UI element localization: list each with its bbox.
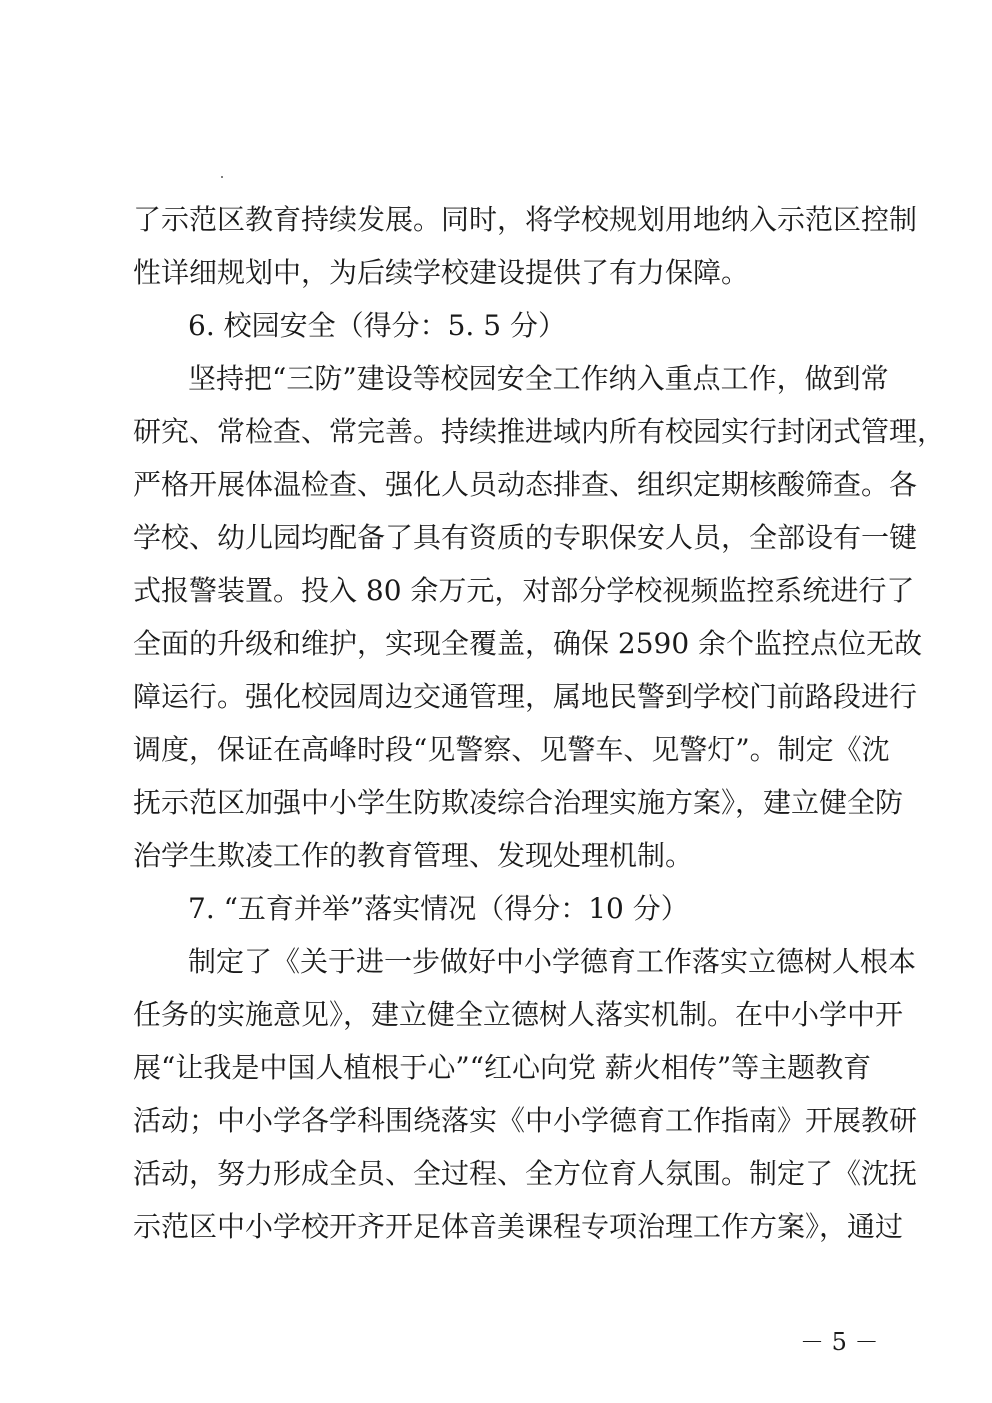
text-line: 任务的实施意见》，建立健全立德树人落实机制。在中小学中开	[133, 998, 904, 1031]
text-line: 活动，努力形成全员、全过程、全方位育人氛围。制定了《沈抚	[133, 1157, 918, 1190]
text-line: 活动；中小学各学科围绕落实《中小学德育工作指南》开展教研	[133, 1104, 918, 1137]
text-line: 治学生欺凌工作的教育管理、发现处理机制。	[133, 839, 694, 872]
text-line: 学校、幼儿园均配备了具有资质的专职保安人员，全部设有一键	[133, 521, 918, 554]
text-line: 调度，保证在高峰时段“见警察、见警车、见警灯”。制定《沈	[133, 733, 890, 766]
text-line: 坚持把“三防”建设等校园安全工作纳入重点工作，做到常	[188, 362, 889, 395]
section-heading: 6. 校园安全（得分：5. 5 分）	[188, 309, 566, 342]
section-heading: 7. “五育并举”落实情况（得分：10 分）	[188, 892, 689, 925]
text-line: 式报警装置。投入 80 余万元，对部分学校视频监控系统进行了	[133, 574, 915, 607]
text-line: 严格开展体温检查、强化人员动态排查、组织定期核酸筛查。各	[133, 468, 918, 501]
text-line: 全面的升级和维护，实现全覆盖，确保 2590 余个监控点位无故	[133, 627, 923, 660]
text-line: 障运行。强化校园周边交通管理，属地民警到学校门前路段进行	[133, 680, 918, 713]
text-line: 抚示范区加强中小学生防欺凌综合治理实施方案》，建立健全防	[133, 786, 904, 819]
text-line: 展“让我是中国人植根于心”“红心向党 薪火相传”等主题教育	[133, 1051, 872, 1084]
page-number: － 5 －	[800, 1328, 879, 1356]
scan-speck	[221, 176, 223, 178]
text-line: 了示范区教育持续发展。同时，将学校规划用地纳入示范区控制	[133, 203, 918, 236]
text-line: 性详细规划中，为后续学校建设提供了有力保障。	[133, 256, 750, 289]
text-line: 示范区中小学校开齐开足体音美课程专项治理工作方案》，通过	[133, 1210, 904, 1243]
text-line: 制定了《关于进一步做好中小学德育工作落实立德树人根本	[188, 945, 917, 978]
text-line: 研究、常检查、常完善。持续推进域内所有校园实行封闭式管理，	[133, 415, 946, 448]
